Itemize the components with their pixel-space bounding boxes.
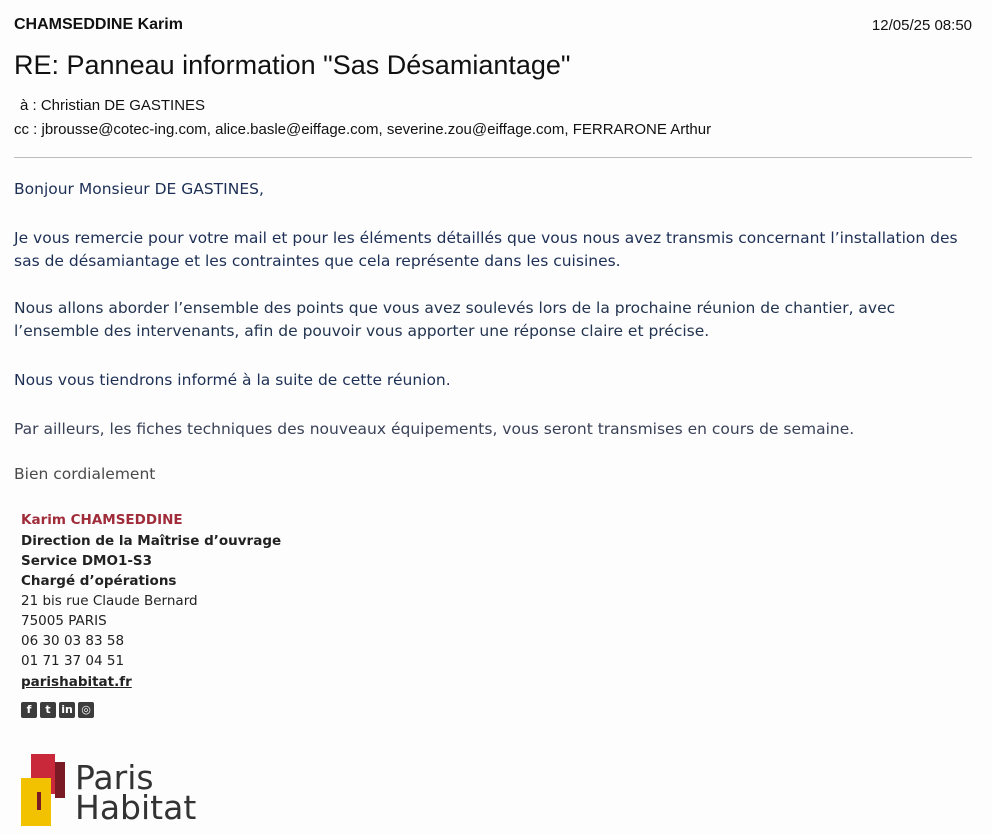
recipient-cc: cc : jbrousse@cotec-ing.com, alice.basle@eiffage.com, severine.zou@eiffage.com, FERRARONE Arthur — [14, 121, 712, 138]
linkedin-icon[interactable]: in — [59, 702, 75, 718]
sender-name: CHAMSEDDINE Karim — [14, 16, 183, 33]
signature-direction: Direction de la Maîtrise d’ouvrage — [21, 533, 282, 549]
signature-city: 75005 PARIS — [21, 613, 107, 629]
social-icons — [21, 702, 94, 718]
signature-service: Service DMO1-S3 — [21, 553, 153, 569]
signature-phone-office: 01 71 37 04 51 — [21, 653, 125, 669]
header-divider — [14, 157, 972, 158]
logo-text-habitat: Habitat — [75, 788, 197, 827]
body-paragraph-2: Nous allons aborder l’ensemble des points que vous avez soulevés lors de la prochaine réunion de chantier, avec l’ensemble des intervenants, afin de pouvoir vous apporter une réponse claire et précise. — [14, 299, 896, 340]
logo-text-paris: Paris — [75, 758, 154, 797]
logo-dark-block — [55, 762, 65, 798]
signature-street: 21 bis rue Claude Bernard — [21, 593, 198, 609]
signature-name: Karim CHAMSEDDINE — [21, 512, 183, 528]
facebook-icon[interactable]: f — [21, 702, 37, 718]
email-subject: RE: Panneau information "Sas Désamiantage" — [14, 50, 571, 80]
signature-role: Chargé d’opérations — [21, 573, 177, 589]
body-paragraph-1: Je vous remercie pour votre mail et pour les éléments détaillés que vous nous avez transmis concernant l’installation des sas de désamiantage et les contraintes que cela représente dans les cuisines. — [14, 229, 958, 270]
body-paragraph-4: Par ailleurs, les fiches techniques des nouveaux équipements, vous seront transmises en cours de semaine. — [14, 420, 855, 438]
greeting: Bonjour Monsieur DE GASTINES, — [14, 180, 264, 198]
instagram-icon[interactable]: ◎ — [78, 702, 94, 718]
signature-phone-mobile: 06 30 03 83 58 — [21, 633, 125, 649]
recipient-to: à : Christian DE GASTINES — [20, 97, 206, 114]
twitter-icon[interactable]: t — [40, 702, 56, 718]
email-datetime: 12/05/25 08:50 — [871, 17, 972, 34]
logo-yellow-block — [21, 778, 51, 826]
logo-door — [37, 792, 41, 810]
closing: Bien cordialement — [14, 465, 156, 483]
signature-website-link[interactable]: parishabitat.fr — [21, 674, 132, 690]
body-paragraph-3: Nous vous tiendrons informé à la suite de cette réunion. — [14, 371, 451, 389]
